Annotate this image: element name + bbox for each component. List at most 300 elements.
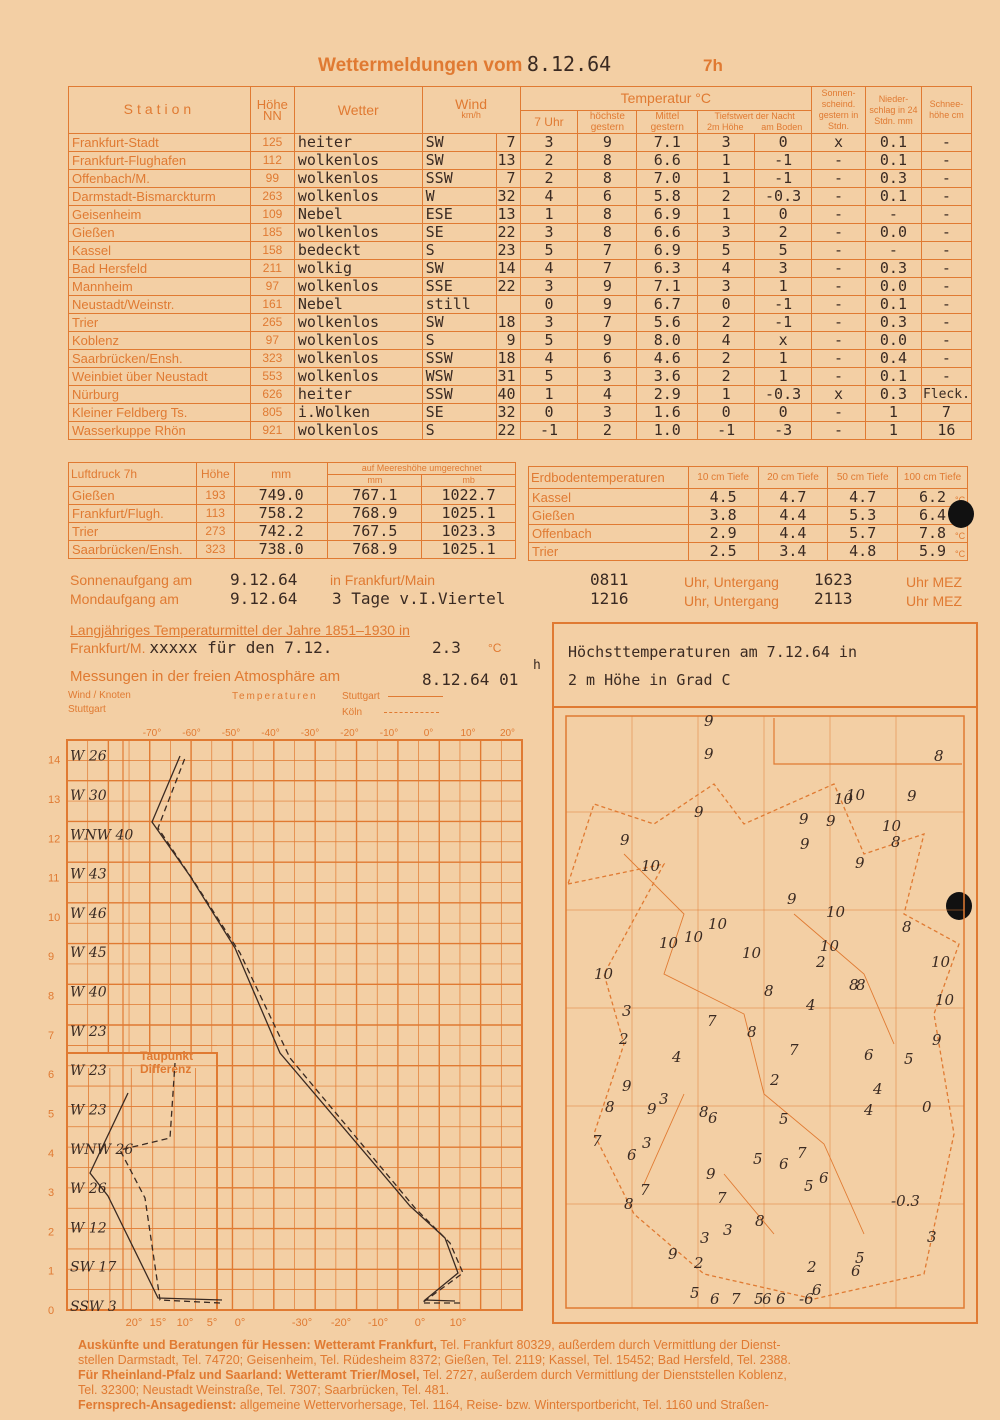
- cell-tmax: 8: [578, 170, 637, 188]
- wind-entry: SW 17: [70, 1259, 117, 1276]
- cell-station: Bad Hersfeld: [69, 260, 251, 278]
- pressure-cell-mm: 742.2: [234, 523, 328, 541]
- legend-koeln: [342, 707, 439, 718]
- pressure-cell-sea_mm: 768.9: [328, 505, 422, 523]
- cell-rr: 0.0: [866, 278, 922, 296]
- cell-rr: 0.1: [866, 296, 922, 314]
- cell-tmean: 2.9: [637, 386, 698, 404]
- top-tick: -60°: [182, 728, 201, 739]
- station-row: [69, 296, 972, 314]
- map-temp-value: 8: [747, 1023, 757, 1041]
- cell-tmin: 1: [698, 386, 755, 404]
- soil-cell-v50: 4.7: [828, 489, 898, 507]
- map-temp-value: 5: [904, 1050, 914, 1068]
- cell-tmax: 8: [578, 206, 637, 224]
- cell-tground: 5: [755, 242, 812, 260]
- cell-t7: 0: [520, 404, 578, 422]
- station-row: [69, 278, 972, 296]
- map-temp-value: 10: [742, 944, 762, 962]
- cell-h: 921: [250, 422, 294, 440]
- cell-sun: -: [812, 368, 866, 386]
- cell-tground: 0: [755, 404, 812, 422]
- col-wind-label: Wind: [455, 96, 488, 112]
- cell-t7: 3: [520, 134, 578, 152]
- soil-title: Erdbodentemperaturen: [529, 467, 689, 489]
- bottom-tick: -20°: [330, 1317, 352, 1329]
- cell-rr: 0.4: [866, 350, 922, 368]
- cell-wx: wolkenlos: [294, 368, 422, 386]
- soil-col-50: 50 cm Tiefe: [828, 467, 898, 489]
- footer-line2: stellen Darmstadt, Tel. 74720; Geisenheim, Tel. Rüdesheim 8372; Gießen, Tel. 2119; Kassel, Tel. 15452; Bad Hersfeld, Tel. 2388.: [78, 1353, 791, 1367]
- map-title-line1: Höchsttemperaturen am 7.12.64 in: [568, 643, 857, 661]
- soil-cell-v10: 4.5: [688, 489, 758, 507]
- map-temp-value: 9: [704, 714, 714, 730]
- map-temp-value: 10: [931, 953, 951, 971]
- cell-tmean: 6.6: [637, 152, 698, 170]
- top-tick: -10°: [379, 728, 399, 739]
- cell-wx: wolkenlos: [294, 422, 422, 440]
- taupunkt-label: Taupunkt: [140, 1049, 194, 1063]
- cell-tmin: 1: [698, 152, 755, 170]
- cell-tground: 0: [755, 206, 812, 224]
- map-temp-value: 10: [826, 903, 846, 921]
- cell-station: Geisenheim: [69, 206, 251, 224]
- soil-cell-v20: 4.7: [758, 489, 828, 507]
- cell-tmean: 6.6: [637, 224, 698, 242]
- pressure-col-sea-mm: mm: [328, 475, 422, 487]
- pressure-cell-h: 323: [196, 541, 234, 559]
- temp-legend-label: Temperaturen: [232, 691, 318, 702]
- top-tick: -70°: [142, 728, 162, 739]
- cell-tmean: 6.9: [637, 242, 698, 260]
- moonrise-line: [70, 589, 970, 611]
- cell-t7: -1: [520, 422, 578, 440]
- sunrise-time: 0811: [590, 570, 629, 589]
- cell-rr: 0.3: [866, 314, 922, 332]
- map-temp-value: 9: [706, 1165, 716, 1183]
- sounding-title-text: Messungen in der freien Atmosphäre am: [70, 668, 341, 685]
- col-sun: Sonnen-scheind. gestern in Stdn.: [812, 87, 866, 134]
- cell-wd: SSW: [422, 350, 496, 368]
- pressure-row: [69, 487, 516, 505]
- cell-wx: bedeckt: [294, 242, 422, 260]
- cell-rr: 0.1: [866, 152, 922, 170]
- cell-t7: 0: [520, 296, 578, 314]
- wind-entry: WNW 40: [70, 827, 134, 844]
- map-temp-value: 8: [849, 976, 859, 994]
- page-title: [318, 52, 611, 77]
- wind-stuttgart-label: Stuttgart: [68, 704, 106, 715]
- top-tick: 0°: [423, 728, 434, 739]
- wind-entry: W 23: [70, 1063, 107, 1080]
- top-tick: 10°: [460, 728, 476, 739]
- cell-sun: -: [812, 206, 866, 224]
- cell-h: 323: [250, 350, 294, 368]
- pressure-table: [68, 462, 516, 559]
- col-weather: Wetter: [294, 87, 422, 134]
- punch-hole-top: [948, 500, 974, 528]
- map-temp-value: 10: [684, 928, 704, 946]
- cell-wd: SW: [422, 260, 496, 278]
- soil-cell-v100: 6.4: [898, 507, 968, 525]
- soil-col-10: 10 cm Tiefe: [688, 467, 758, 489]
- cell-snow: -: [921, 278, 971, 296]
- cell-sun: -: [812, 170, 866, 188]
- map-temp-value: 6: [864, 1046, 874, 1064]
- sunrise-line: [70, 570, 970, 590]
- cell-h: 112: [250, 152, 294, 170]
- cell-wd: still: [422, 296, 496, 314]
- map-temp-value: 9: [826, 812, 836, 830]
- cell-tmean: 5.8: [637, 188, 698, 206]
- cell-tground: -3: [755, 422, 812, 440]
- station-row: [69, 242, 972, 260]
- cell-station: Weinbiet über Neustadt: [69, 368, 251, 386]
- soil-cell-v20: 4.4: [758, 507, 828, 525]
- cell-ws: 22: [496, 278, 520, 296]
- cell-ws: 31: [496, 368, 520, 386]
- cell-tmin: 3: [698, 224, 755, 242]
- cell-tmax: 9: [578, 134, 637, 152]
- cell-snow: -: [921, 170, 971, 188]
- footer-line1-rest: Tel. Frankfurt 80329, außerdem durch Vermittlung der Dienst-: [436, 1338, 781, 1352]
- sunset-time: 1623: [814, 570, 853, 589]
- wind-entry: W 23: [70, 1102, 107, 1119]
- footer-line4: Tel. 32300; Neustadt Weinstraße, Tel. 7307; Saarbrücken, Tel. 481.: [78, 1383, 450, 1397]
- top-tick: -50°: [221, 728, 241, 739]
- cell-rr: 0.1: [866, 134, 922, 152]
- title-text: Wettermeldungen vom: [318, 55, 523, 76]
- cell-wd: SSW: [422, 386, 496, 404]
- pressure-col-sea-mb: mb: [422, 475, 516, 487]
- pressure-cell-h: 193: [196, 487, 234, 505]
- bottom-tick: 5°: [206, 1317, 218, 1329]
- col-temp: Temperatur °C: [520, 87, 812, 111]
- map-temp-value: 4: [873, 1080, 883, 1098]
- height-label: 13: [48, 793, 61, 806]
- map-temp-value: 3: [927, 1228, 937, 1246]
- cell-station: Mannheim: [69, 278, 251, 296]
- wind-entry: W 43: [70, 866, 107, 883]
- cell-snow: -: [921, 296, 971, 314]
- wind-entry: W 26: [70, 1181, 107, 1198]
- map-temp-value: 4: [864, 1101, 874, 1119]
- cell-h: 185: [250, 224, 294, 242]
- map-temp-value: 9: [694, 803, 704, 821]
- cell-h: 626: [250, 386, 294, 404]
- cell-wx: wolkenlos: [294, 314, 422, 332]
- cell-tmin: 0: [698, 404, 755, 422]
- cell-t7: 2: [520, 152, 578, 170]
- cell-tmin: 2: [698, 188, 755, 206]
- soil-row: [529, 525, 968, 543]
- sunset-label: Uhr, Untergang: [684, 574, 779, 590]
- map-temp-value: 5: [779, 1110, 789, 1128]
- sunrise-date: 9.12.64: [230, 570, 298, 589]
- station-row: [69, 386, 972, 404]
- height-label: 12: [48, 833, 61, 846]
- cell-wx: Nebel: [294, 206, 422, 224]
- col-min-group: [698, 111, 812, 134]
- cell-sun: -: [812, 314, 866, 332]
- cell-t7: 1: [520, 206, 578, 224]
- footer-line1-bold: Auskünfte und Beratungen für Hessen: Wetteramt Frankfurt,: [78, 1338, 437, 1352]
- legend-koeln-label: Köln: [342, 707, 363, 718]
- height-label: 11: [48, 872, 60, 885]
- height-label: 14: [48, 754, 61, 767]
- pressure-col-station: [69, 463, 197, 487]
- cell-wd: SW: [422, 314, 496, 332]
- sounding-title: [70, 658, 550, 689]
- cell-t7: 3: [520, 314, 578, 332]
- bottom-tick: 20°: [125, 1317, 143, 1329]
- cell-tmin: 0: [698, 296, 755, 314]
- map-temp-value: 8: [605, 1098, 615, 1116]
- soil-unit-4: °C: [955, 549, 966, 559]
- cell-tmin: 3: [698, 134, 755, 152]
- cell-ws: 32: [496, 404, 520, 422]
- cell-snow: -: [921, 350, 971, 368]
- moonrise-label: Mondaufgang am: [70, 591, 179, 607]
- cell-ws: 13: [496, 152, 520, 170]
- station-row: [69, 368, 972, 386]
- map-temp-value: 2: [770, 1071, 780, 1089]
- cell-ws: 23: [496, 242, 520, 260]
- cell-ws: 18: [496, 350, 520, 368]
- pressure-cell-station: Frankfurt/Flugh.: [69, 505, 197, 523]
- cell-ws: 40: [496, 386, 520, 404]
- cell-sun: -: [812, 350, 866, 368]
- map-temp-value: -6: [799, 1290, 814, 1308]
- map-temp-value: 8: [891, 833, 901, 851]
- map-temp-value: 6: [776, 1290, 786, 1308]
- map-temp-value: 6: [779, 1155, 789, 1173]
- map-temp-value: 9: [799, 810, 809, 828]
- pressure-row: [69, 523, 516, 541]
- map-temp-value: 5: [753, 1150, 763, 1168]
- cell-h: 109: [250, 206, 294, 224]
- map-temp-value: 6: [812, 1281, 822, 1299]
- map-temp-value: 10: [834, 790, 854, 808]
- map-temp-value: 7: [731, 1290, 741, 1308]
- report-date: 8.12.64: [526, 52, 612, 76]
- cell-sun: -: [812, 296, 866, 314]
- station-table: [68, 86, 972, 440]
- cell-tground: -0.3: [755, 386, 812, 404]
- cell-sun: -: [812, 242, 866, 260]
- soil-rows: [529, 489, 968, 561]
- cell-h: 211: [250, 260, 294, 278]
- cell-snow: 16: [921, 422, 971, 440]
- cell-snow: -: [921, 368, 971, 386]
- cell-sun: x: [812, 134, 866, 152]
- footer-line3-bold: Für Rheinland-Pfalz und Saarland: Wetteramt Trier/Mosel,: [78, 1368, 420, 1382]
- col-min-group-label: Tiefstwert der Nacht: [714, 111, 795, 121]
- wind-entry: W 45: [70, 945, 107, 962]
- cell-tmax: 3: [578, 404, 637, 422]
- cell-ws: 22: [496, 224, 520, 242]
- cell-tmax: 4: [578, 386, 637, 404]
- cell-snow: -: [921, 314, 971, 332]
- cell-rr: 0.3: [866, 170, 922, 188]
- map-temp-value: -0.3: [891, 1192, 920, 1210]
- map-temp-value: 7: [592, 1132, 602, 1150]
- cell-tground: -1: [755, 152, 812, 170]
- soil-cell-v50: 5.3: [828, 507, 898, 525]
- cell-wd: WSW: [422, 368, 496, 386]
- pressure-col-height: Höhe: [196, 463, 234, 487]
- map-temp-value: 2: [619, 1030, 629, 1048]
- station-row: [69, 404, 972, 422]
- cell-tmax: 8: [578, 152, 637, 170]
- pressure-col-sea: auf Meereshöhe umgerechnet: [328, 463, 516, 475]
- cell-rr: 0.3: [866, 386, 922, 404]
- longterm-typed: xxxxx für den 7.12.: [149, 638, 333, 657]
- legend-stuttgart: [342, 691, 443, 702]
- station-row: [69, 206, 972, 224]
- col-height: Höhe NN: [250, 87, 294, 134]
- cell-ws: 32: [496, 188, 520, 206]
- map-temp-value: 6: [819, 1169, 829, 1187]
- cell-rr: 0.0: [866, 224, 922, 242]
- footer-line5-bold: Fernsprech-Ansagedienst:: [78, 1398, 237, 1412]
- cell-tmean: 4.6: [637, 350, 698, 368]
- map-title-line2: 2 m Höhe in Grad C: [568, 671, 731, 689]
- cell-sun: -: [812, 278, 866, 296]
- pressure-cell-station: Gießen: [69, 487, 197, 505]
- map-temp-value: 7: [789, 1041, 799, 1059]
- cell-tmean: 1.0: [637, 422, 698, 440]
- footer-line3: [78, 1368, 978, 1383]
- footer-line5: [78, 1398, 978, 1413]
- cell-tmax: 2: [578, 422, 637, 440]
- wind-entry: W 30: [70, 787, 107, 804]
- map-temp-value: 10: [846, 786, 866, 804]
- moonrise-time: 1216: [590, 589, 629, 608]
- pressure-cell-mm: 758.2: [234, 505, 328, 523]
- cell-wx: Nebel: [294, 296, 422, 314]
- cell-t7: 1: [520, 386, 578, 404]
- cell-h: 265: [250, 314, 294, 332]
- col-station-label: Station: [123, 100, 196, 117]
- cell-rr: 0.3: [866, 260, 922, 278]
- cell-station: Wasserkuppe Rhön: [69, 422, 251, 440]
- cell-tmax: 7: [578, 242, 637, 260]
- map-temp-value: 4: [806, 996, 816, 1014]
- cell-wx: wolkig: [294, 260, 422, 278]
- cell-tmean: 1.6: [637, 404, 698, 422]
- pressure-cell-sea_mm: 768.9: [328, 541, 422, 559]
- map-temp-value: 8: [856, 976, 866, 994]
- map-temp-value: 9: [787, 890, 797, 908]
- pressure-col-mm: mm: [234, 463, 328, 487]
- map-temp-value: 8: [755, 1212, 765, 1230]
- map-temp-value: 9: [855, 854, 865, 872]
- cell-tmean: 5.6: [637, 314, 698, 332]
- cell-tmin: 4: [698, 332, 755, 350]
- map-temp-value: 6: [851, 1262, 861, 1280]
- cell-h: 97: [250, 332, 294, 350]
- longterm-line2: Frankfurt/M.: [70, 640, 146, 656]
- longterm-value: 2.3: [432, 638, 461, 657]
- cell-rr: -: [866, 242, 922, 260]
- col-mean: Mittel gestern: [637, 111, 698, 134]
- pressure-cell-h: 113: [196, 505, 234, 523]
- cell-wx: heiter: [294, 386, 422, 404]
- map-temp-value: 9: [800, 835, 810, 853]
- soil-cell-v100: 6.2: [898, 489, 968, 507]
- cell-tmax: 8: [578, 224, 637, 242]
- cell-snow: -: [921, 134, 971, 152]
- cell-ws: 9: [496, 332, 520, 350]
- cell-wx: wolkenlos: [294, 350, 422, 368]
- col-precip: Nieder-schlag in 24 Stdn. mm: [866, 87, 922, 134]
- cell-h: 97: [250, 278, 294, 296]
- cell-ws: 13: [496, 206, 520, 224]
- cell-tground: 0: [755, 134, 812, 152]
- map-temp-value: 9: [620, 831, 630, 849]
- cell-sun: -: [812, 332, 866, 350]
- pressure-cell-mm: 738.0: [234, 541, 328, 559]
- map-temp-value: 5: [855, 1249, 865, 1267]
- report-hour: 7h: [703, 56, 723, 75]
- cell-tmin: 4: [698, 260, 755, 278]
- soil-cell-station: Offenbach: [529, 525, 689, 543]
- cell-h: 805: [250, 404, 294, 422]
- height-label: 4: [48, 1147, 55, 1160]
- bottom-tick: -10°: [367, 1317, 389, 1329]
- cell-sun: -: [812, 152, 866, 170]
- cell-station: Gießen: [69, 224, 251, 242]
- cell-sun: -: [812, 404, 866, 422]
- cell-station: Nürburg: [69, 386, 251, 404]
- cell-tmin: 5: [698, 242, 755, 260]
- cell-station: Frankfurt-Stadt: [69, 134, 251, 152]
- cell-tmax: 6: [578, 188, 637, 206]
- cell-station: Kassel: [69, 242, 251, 260]
- moonrise-date: 9.12.64: [230, 589, 298, 608]
- cell-t7: 3: [520, 224, 578, 242]
- bottom-tick: 10°: [176, 1317, 194, 1329]
- map-temp-value: 9: [907, 787, 917, 805]
- map-temp-value: 9: [932, 1031, 942, 1049]
- map-temp-value: 3: [622, 1002, 632, 1020]
- cell-ws: 18: [496, 314, 520, 332]
- wind-entry: W 40: [70, 984, 107, 1001]
- station-row: [69, 260, 972, 278]
- pressure-col-station-label: Luftdruck 7h: [71, 467, 138, 481]
- wind-entry: W 12: [70, 1220, 107, 1237]
- cell-h: 125: [250, 134, 294, 152]
- station-row: [69, 134, 972, 152]
- soil-row: [529, 489, 968, 507]
- cell-snow: -: [921, 206, 971, 224]
- cell-tmean: 6.7: [637, 296, 698, 314]
- pressure-cell-mb: 1025.1: [422, 541, 516, 559]
- top-tick: -40°: [261, 728, 280, 739]
- cell-station: Offenbach/M.: [69, 170, 251, 188]
- cell-rr: 0.0: [866, 332, 922, 350]
- height-label: 5: [48, 1108, 55, 1121]
- footer-line5-rest: allgemeine Wettervorhersage, Tel. 1164, Reise- bzw. Wintersportbericht, Tel. 1160 und Straßen-: [236, 1398, 769, 1412]
- cell-tmax: 9: [578, 296, 637, 314]
- soil-row: [529, 507, 968, 525]
- cell-h: 161: [250, 296, 294, 314]
- cell-ws: [496, 296, 520, 314]
- map-temp-value: 3: [642, 1134, 652, 1152]
- soil-cell-v50: 4.8: [828, 543, 898, 561]
- cell-tmax: 9: [578, 278, 637, 296]
